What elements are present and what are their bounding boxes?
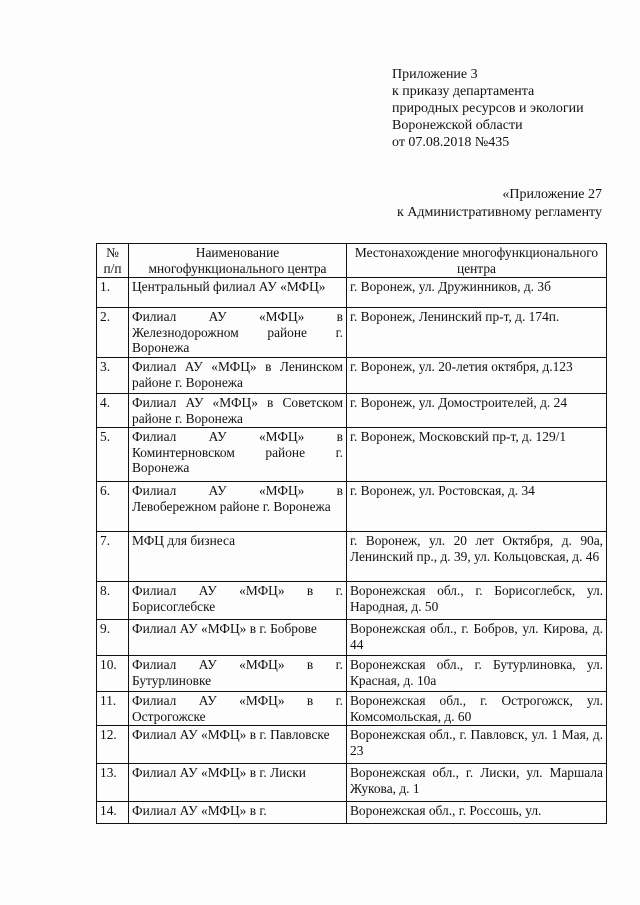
- row-name: Филиал АУ «МФЦ» в г. Павловске: [129, 726, 347, 764]
- row-num: 3.: [97, 358, 129, 394]
- table-row: [97, 394, 607, 428]
- row-address: Воронежская обл., г. Острогожск, ул. Комсомольская, д. 60: [347, 692, 607, 726]
- row-num: 7.: [97, 532, 129, 582]
- row-name: Филиал АУ «МФЦ» в г. Бутурлиновке: [129, 656, 347, 692]
- table-row: [97, 482, 607, 532]
- row-address: Воронежская обл., г. Павловск, ул. 1 Мая, д. 23: [347, 726, 607, 764]
- table-row: [97, 726, 607, 764]
- row-name: Филиал АУ «МФЦ» в г. Лиски: [129, 764, 347, 802]
- mfc-table: [96, 243, 607, 824]
- table-row: [97, 532, 607, 582]
- table-row: [97, 764, 607, 802]
- appendix-header-line: природных ресурсов и экологии: [392, 101, 584, 116]
- row-num: 12.: [97, 726, 129, 764]
- row-num: 6.: [97, 482, 129, 532]
- table-row: [97, 620, 607, 656]
- row-address: г. Воронеж, ул. Дружинников, д. 3б: [347, 278, 607, 308]
- row-num: 4.: [97, 394, 129, 428]
- appendix-header-line: Приложение 3: [392, 67, 478, 82]
- row-name: Филиал АУ «МФЦ» в Ленинском районе г. Воронежа: [129, 358, 347, 394]
- row-num: 5.: [97, 428, 129, 482]
- row-address: г. Воронеж, ул. Домостроителей, д. 24: [347, 394, 607, 428]
- appendix-header-line: к приказу департамента: [392, 84, 535, 99]
- row-name: Центральный филиал АУ «МФЦ»: [129, 278, 347, 308]
- row-address: г. Воронеж, ул. 20 лет Октября, д. 90а, Ленинский пр., д. 39, ул. Кольцовская, д. 46: [347, 532, 607, 582]
- row-name: Филиал АУ «МФЦ» в Советском районе г. Воронежа: [129, 394, 347, 428]
- row-address: Воронежская обл., г. Лиски, ул. Маршала Жукова, д. 1: [347, 764, 607, 802]
- row-address: г. Воронеж, Московский пр-т, д. 129/1: [347, 428, 607, 482]
- row-name: Филиал АУ «МФЦ» в Железнодорожном районе г. Воронежа: [129, 308, 347, 358]
- table-row: [97, 802, 607, 824]
- row-address: г. Воронеж, ул. Ростовская, д. 34: [347, 482, 607, 532]
- reglament-line: «Приложение 27: [502, 187, 602, 202]
- row-name: Филиал АУ «МФЦ» в г. Борисоглебске: [129, 582, 347, 620]
- table-row: [97, 278, 607, 308]
- appendix-header: [392, 66, 632, 151]
- row-address: Воронежская обл., г. Борисоглебск, ул. Народная, д. 50: [347, 582, 607, 620]
- row-name: Филиал АУ «МФЦ» в г. Боброве: [129, 620, 347, 656]
- row-address: г. Воронеж, ул. 20-летия октября, д.123: [347, 358, 607, 394]
- header-num: № п/п: [97, 244, 129, 278]
- table-row: [97, 308, 607, 358]
- header-name: Наименование многофункционального центра: [129, 244, 347, 278]
- reglament-reference: [397, 186, 602, 222]
- header-address: Местонахождение многофункционального центра: [347, 244, 607, 278]
- row-num: 2.: [97, 308, 129, 358]
- row-name: Филиал АУ «МФЦ» в Левобережном районе г. Воронежа: [129, 482, 347, 532]
- table-row: [97, 692, 607, 726]
- row-name: МФЦ для бизнеса: [129, 532, 347, 582]
- table-row: [97, 656, 607, 692]
- row-address: Воронежская обл., г. Бутурлиновка, ул. Красная, д. 10а: [347, 656, 607, 692]
- appendix-header-line: Воронежской области: [392, 118, 523, 133]
- table-row: [97, 428, 607, 482]
- row-num: 14.: [97, 802, 129, 824]
- row-num: 10.: [97, 656, 129, 692]
- row-address: г. Воронеж, Ленинский пр-т, д. 174п.: [347, 308, 607, 358]
- row-name: Филиал АУ «МФЦ» в Коминтерновском районе г. Воронежа: [129, 428, 347, 482]
- row-address: Воронежская обл., г. Бобров, ул. Кирова, д. 44: [347, 620, 607, 656]
- reglament-line: к Административному регламенту: [397, 205, 602, 220]
- row-num: 11.: [97, 692, 129, 726]
- row-name: Филиал АУ «МФЦ» в г.: [129, 802, 347, 824]
- table-header-row: [97, 244, 607, 278]
- table-row: [97, 358, 607, 394]
- row-address: Воронежская обл., г. Россошь, ул.: [347, 802, 607, 824]
- table-row: [97, 582, 607, 620]
- row-num: 9.: [97, 620, 129, 656]
- row-num: 8.: [97, 582, 129, 620]
- row-num: 1.: [97, 278, 129, 308]
- appendix-header-line: от 07.08.2018 №435: [392, 135, 510, 150]
- row-num: 13.: [97, 764, 129, 802]
- row-name: Филиал АУ «МФЦ» в г. Острогожске: [129, 692, 347, 726]
